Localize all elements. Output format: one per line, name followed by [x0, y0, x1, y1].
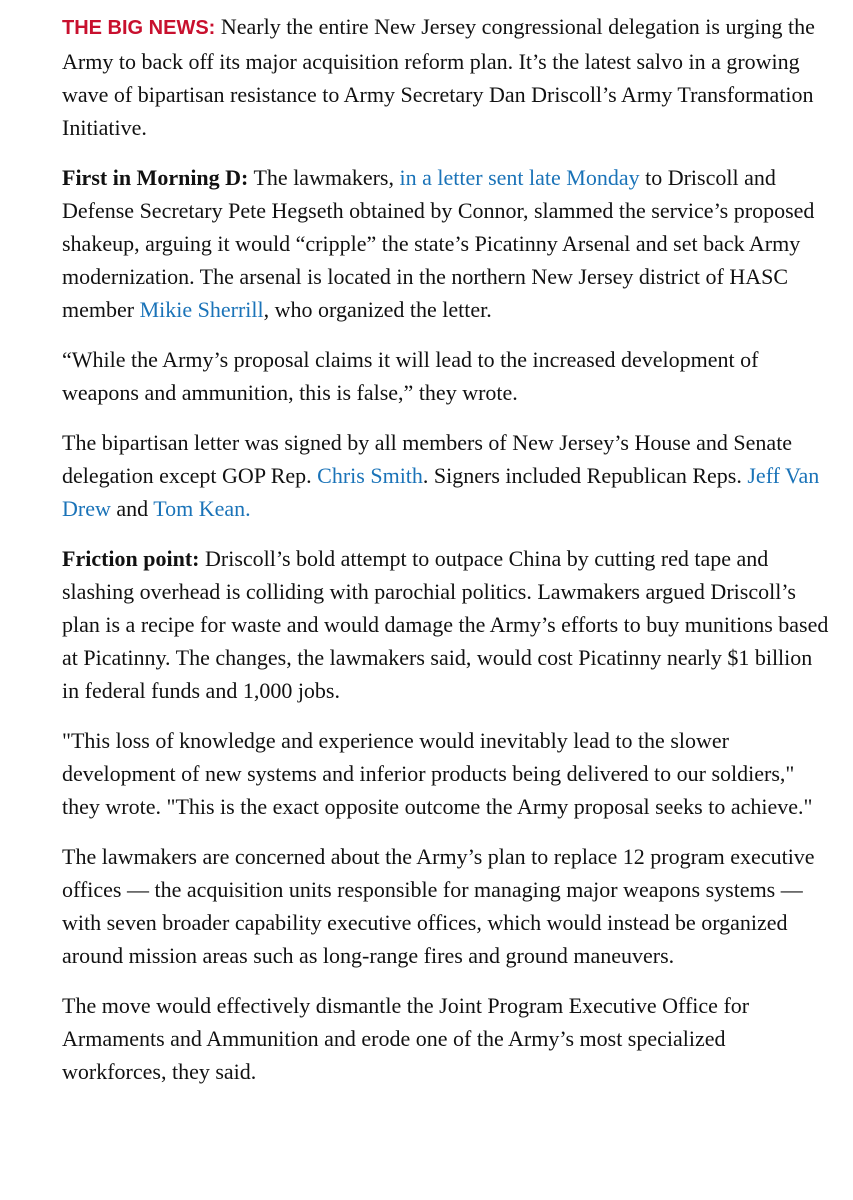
mikie-sherrill-link[interactable]: Mikie Sherrill [139, 297, 264, 322]
paragraph-text: and [110, 496, 154, 521]
jeff-van-drew-link[interactable]: Jeff Van Drew [62, 463, 820, 521]
paragraph-quote-false: “While the Army’s proposal claims it will lead to the increased development of weapons and ammunition, this is false,” they wrote. [62, 347, 759, 405]
paragraph-text: Driscoll’s bold attempt to outpace China by cutting red tape and slashing overhead is colliding with parochial politics. Lawmakers argued Driscoll’s plan is a recipe for waste and would damage the Army’s efforts to buy munitions based at Picatinny. The changes, the lawmakers said, would cost Picatinny nearly $1 billion in federal funds and 1,000 jobs. [62, 546, 829, 703]
paragraph-first-in-morning-d [62, 161, 832, 326]
paragraph-text: to Driscoll and Defense Secretary Pete Hegseth obtained by Connor, slammed the service’s proposed shakeup, arguing it would “cripple” the state’s Picatinny Arsenal and set back Army modernization. The arsenal is located in the northern New Jersey district of HASC member [62, 165, 815, 322]
paragraph-signers [62, 426, 832, 525]
paragraph-text: The lawmakers, [248, 165, 400, 190]
friction-point-lead: Friction point: [62, 546, 200, 571]
paragraph-quote-knowledge: "This loss of knowledge and experience would inevitably lead to the slower development of new systems and inferior products being delivered to our soldiers," they wrote. "This is the exact opposite outcome the Army proposal seeks to achieve." [62, 728, 813, 819]
first-in-morning-d-lead: First in Morning D: [62, 165, 249, 190]
paragraph-friction-point [62, 542, 832, 707]
paragraph-text: The bipartisan letter was signed by all members of New Jersey’s House and Senate delegation except GOP Rep. [62, 430, 793, 488]
big-news-text: Nearly the entire New Jersey congressional delegation is urging the Army to back off its major acquisition reform plan. It’s the latest salvo in a growing wave of bipartisan resistance to Army Secretary Dan Driscoll’s Army Transformation Initiative. [62, 14, 815, 140]
paragraph-text: . Signers included Republican Reps. [422, 463, 748, 488]
tom-kean-link[interactable]: Tom Kean. [153, 496, 251, 521]
letter-link[interactable]: in a letter sent late Monday [399, 165, 640, 190]
paragraph-dismantle: The move would effectively dismantle the Joint Program Executive Office for Armaments and Ammunition and erode one of the Army’s most specialized workforces, they said. [62, 993, 750, 1084]
article-body [62, 10, 832, 1105]
chris-smith-link[interactable]: Chris Smith [317, 463, 423, 488]
paragraph-text: , who organized the letter. [263, 297, 492, 322]
big-news-kicker: THE BIG NEWS: [62, 17, 216, 39]
paragraph-program-offices: The lawmakers are concerned about the Army’s plan to replace 12 program executive offices — the acquisition units responsible for managing major weapons systems — with seven broader capability executive offices, which would instead be organized around mission areas such as long-range fires and ground maneuvers. [62, 844, 815, 968]
paragraph-big-news [62, 10, 832, 144]
